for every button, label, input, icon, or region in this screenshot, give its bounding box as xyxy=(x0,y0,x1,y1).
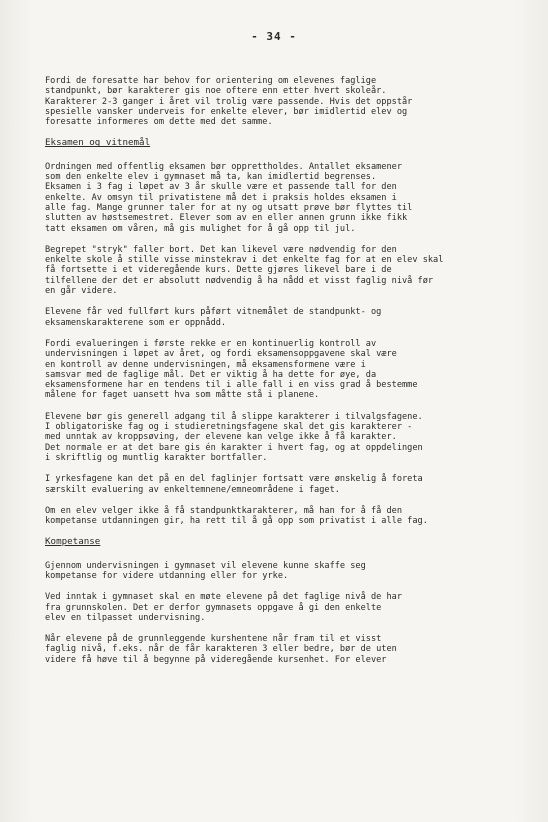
document-body xyxy=(45,76,513,676)
paragraph: Om en elev velger ikke å få standpunktkarakterer, må han for å få den kompetanse utdanningen gir, ha rett til å gå opp som privatist i alle fag. xyxy=(45,505,428,527)
page-number: - 34 - xyxy=(251,30,297,43)
paragraph: Gjennom undervisningen i gymnaset vil elevene kunne skaffe seg kompetanse for videre utdanning eller for yrke. xyxy=(45,560,366,581)
paragraph: Elevene bør gis generell adgang til å slippe karakterer i tilvalgsfagene. I obligatoriske fag og i studieretningsfagene skal det gis karakterer - med unntak av kroppsøving, der elevene kan velge ikke å få karakter. Det normale er at det bare gis én karakter i hvert fag, og at oppdelingen i skriftlig og muntlig karakter bortfaller. xyxy=(45,411,423,463)
paragraph: Ordningen med offentlig eksamen bør opprettholdes. Antallet eksamener som den enkelte elev i gymnaset må ta, kan imidlertid begrenses. Eksamen i 3 fag i løpet av 3 år skulle være et passende tall for den enkelte. Av omsyn til privatistene må det i praksis holdes eksamen i alle fag. Mange grunner taler for at ny og utsatt prøve bør flyttes til slutten av høstsemestret. Elever som av en eller annen grunn ikke fikk tatt eksamen om våren, må gis mulighet for å gå opp til jul. xyxy=(45,161,413,234)
section-heading-kompetanse: Kompetanse xyxy=(45,536,101,548)
intro-paragraph: Fordi de foresatte har behov for orientering om elevenes faglige standpunkt, bør karakterer gis noe oftere enn etter hvert skoleår. Karakterer 2-3 ganger i året vil trolig være passende. Hvis det oppstår spesielle vansker underveis for enkelte elever, bør imidlertid elev og foresatte informeres om dette med det samme. xyxy=(45,76,413,128)
paragraph: Elevene får ved fullført kurs påført vitnemålet de standpunkt- og eksamenskarakterene som er oppnådd. xyxy=(45,307,382,328)
paragraph: Når elevene på de grunnleggende kurshentene når fram til et visst faglig nivå, f.eks. når de får karakteren 3 eller bedre, bør de uten videre få høve til å begynne på videregående kursenhet. For elever xyxy=(45,634,397,665)
paragraph: Begrepet "stryk" faller bort. Det kan likevel være nødvendig for den enkelte skole å stille visse minstekrav i det enkelte fag for at en elev skal få fortsette i et videregående kurs. Dette gjøres likevel bare i de tilfellene der det er absolutt nødvendig å ha nådd et visst faglig nivå før en går videre. xyxy=(45,244,444,297)
paragraph: I yrkesfagene kan det på en del faglinjer fortsatt være ønskelig å foreta særskilt evaluering av enkeltemnene/emneområdene i faget. xyxy=(45,474,423,495)
paragraph: Fordi evalueringen i første rekke er en kontinuerlig kontroll av undervisningen i løpet av året, og fordi eksamensoppgavene skal være en kontroll av denne undervisningen, må eksamensformene være i samsvar med de faglige mål. Det er viktig å ha dette for øye, da eksamensformene har en tendens til i alle fall i en viss grad å bestemme målene for faget uansett hva som måtte stå i planene. xyxy=(45,338,418,401)
paragraph: Ved inntak i gymnaset skal en møte elevene på det faglige nivå de har fra grunnskolen. Det er derfor gymnasets oppgave å gi den enkelte elev en tilpasset undervisning. xyxy=(45,592,402,623)
section-heading-eksamen: Eksamen og vitnemål xyxy=(45,137,151,149)
